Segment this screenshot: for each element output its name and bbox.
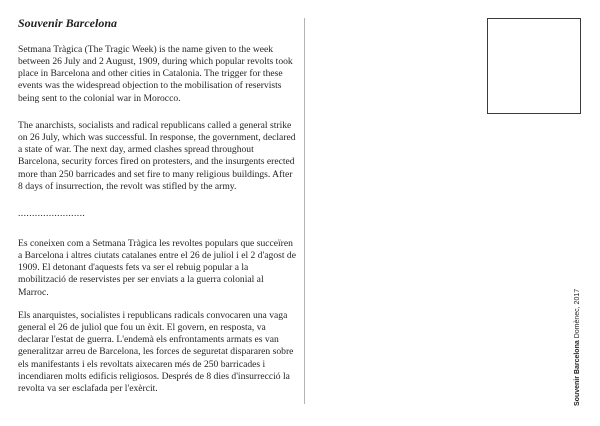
credit-author: Domènec, 2017 — [574, 288, 581, 339]
stamp-box — [487, 18, 581, 114]
catalan-paragraph-2: Els anarquistes, socialistes i republicans radicals convocaren una vaga general el 26 de juliol que fou un èxit. El govern, en resposta, va declarar l'estat de guerra. L'endemà els enfrontaments armats es van generalitzar arreu de Barcelona, les forces de seguretat dispararen sobre els manifestants i els revoltats aixecaren més de 250 barricades i incendiaren molts edificis religiosos. Després de 8 dies d'insurrecció la revolta va ser esclafada per l'exèrcit. — [18, 310, 294, 394]
center-divider-line — [304, 18, 305, 404]
english-paragraph-2: The anarchists, socialists and radical republicans called a general strike on 26 July, which was successful. In response, the government, declared a state of war. The next day, armed clashes spread throughout Barcelona, security forces fired on protesters, and the insurgents erected more than 250 barricades and set fire to many religious buildings. After 8 days of insurrection, the revolt was stifled by the army. — [18, 120, 296, 192]
catalan-paragraph-1: Es coneixen com a Setmana Tràgica les revoltes populars que succeïren a Barcelona i altres ciutats catalanes entre el 26 de juliol i el 2 d'agost de 1909. El detonant d'aquests fets va ser el rebuig popular a la mobilització de reservistes per ser enviats a la guerra colonial al Marroc. — [18, 238, 296, 298]
section-separator: ........................ — [18, 208, 86, 219]
postcard-title: Souvenir Barcelona — [18, 16, 118, 30]
credit-line — [574, 289, 581, 406]
english-paragraph-1: Setmana Tràgica (The Tragic Week) is the name given to the week between 26 July and 2 August, 1909, during which popular revolts took place in Barcelona and other cities in Catalonia. The trigger for these events was the widespread objection to the mobilisation of reservists being sent to the colonial war in Morocco. — [18, 44, 293, 104]
credit-brand: Souvenir Barcelona — [574, 340, 581, 406]
